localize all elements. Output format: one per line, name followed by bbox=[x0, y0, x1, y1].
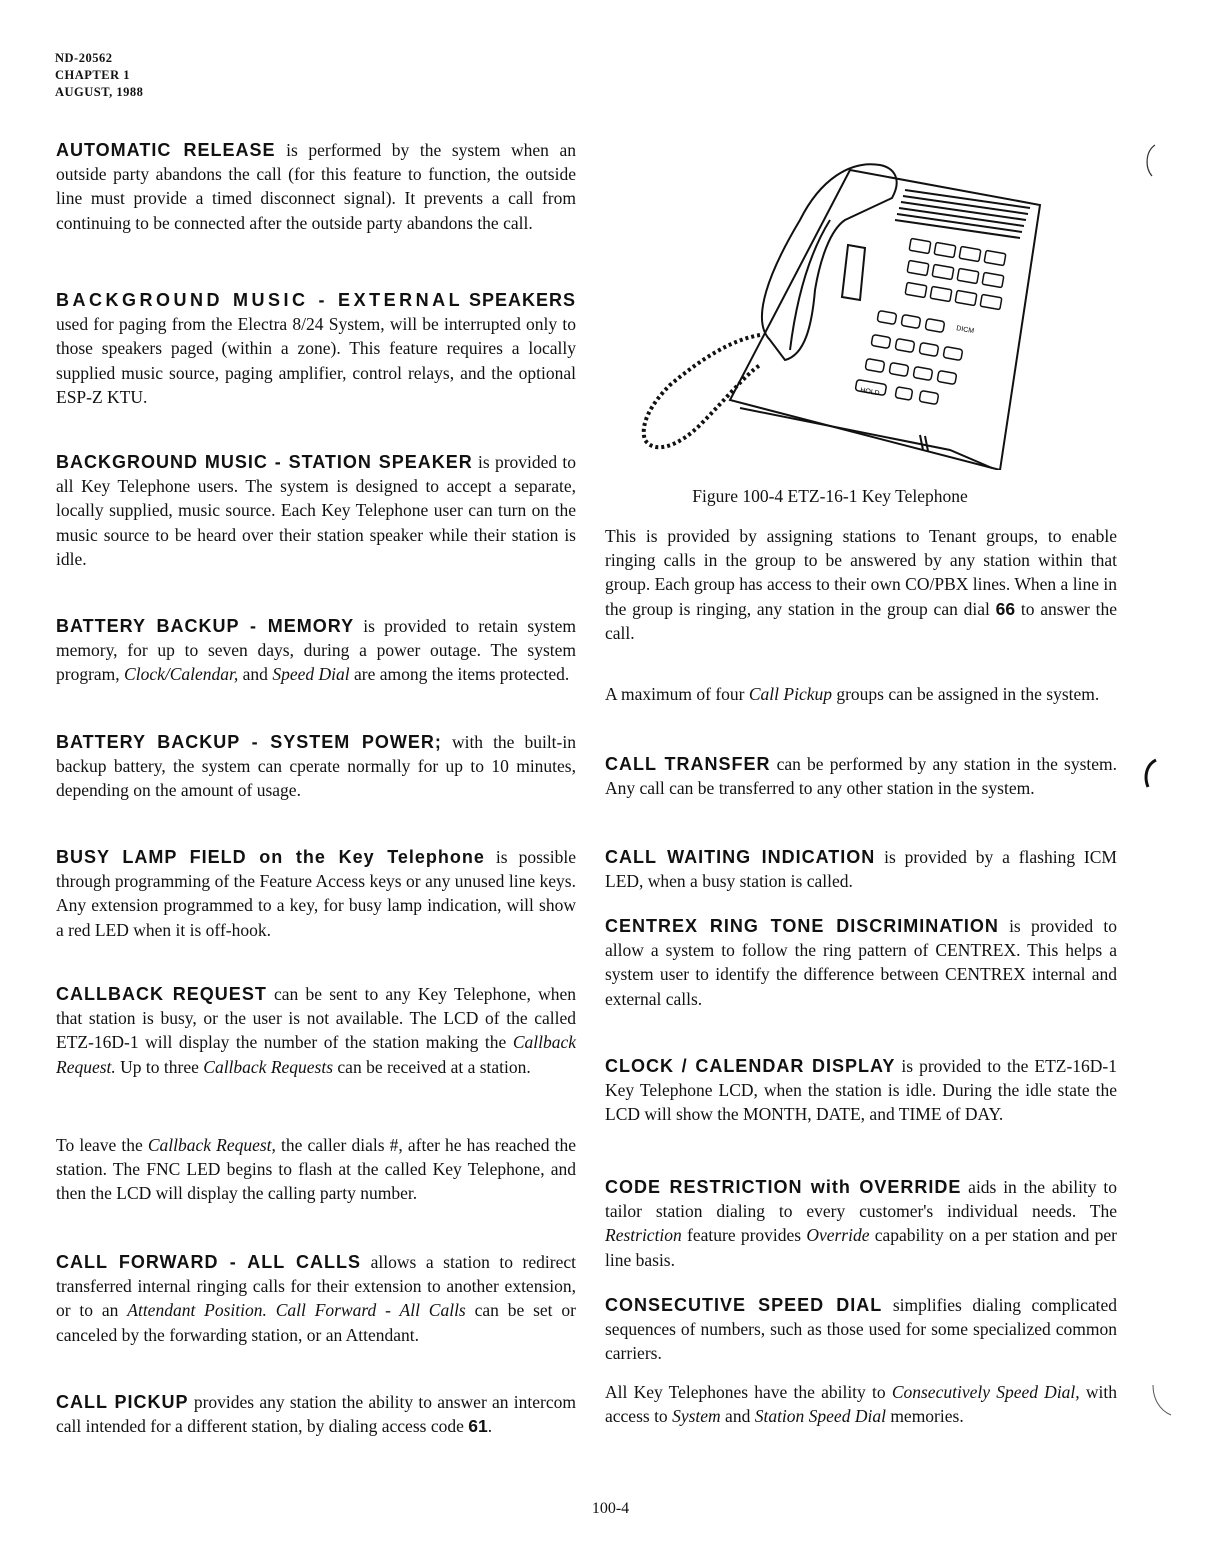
term-call-waiting: CALL WAITING INDICATION bbox=[605, 847, 876, 867]
entry-consecutive-speed-dial: CONSECUTIVE SPEED DIAL simplifies dialing complicated sequences of numbers, such as those used for some specialized common carriers. bbox=[605, 1295, 1117, 1364]
hold-key-label: HOLD bbox=[859, 387, 881, 398]
term-clock-calendar: CLOCK / CALENDAR DISPLAY bbox=[605, 1056, 896, 1076]
entry-tenant-groups: This is provided by assigning stations to Tenant groups, to enable ringing calls in the group to be answered by any station within that group. Each group has access to their own CO/PBX lines. When a line in the group is ringing, any station in the group can dial 66 to answer the call. bbox=[605, 526, 1117, 643]
margin-mark-top bbox=[1140, 140, 1160, 180]
term-call-forward: CALL FORWARD - ALL CALLS bbox=[56, 1252, 362, 1272]
entry-automatic-release: AUTOMATIC RELEASE is performed by the system when an outside party abandons the call (for this feature to function, the outside line must provide a timed disconnect signal). It prevents a call from continuing to be connected after the outside party abandons the call. bbox=[56, 140, 577, 233]
entry-battery-backup-memory: BATTERY BACKUP - MEMORY is provided to retain system memory, for up to seven days, during a power outage. The system program, Clock/Calendar, and Speed Dial are among the items protected. bbox=[56, 616, 576, 685]
keypad bbox=[855, 238, 1006, 404]
term-consecutive-speed-dial: CONSECUTIVE SPEED DIAL bbox=[605, 1295, 883, 1315]
term-background-music-station: BACKGROUND MUSIC - STATION SPEAKER bbox=[56, 452, 473, 472]
term-call-transfer: CALL TRANSFER bbox=[605, 754, 771, 774]
page-number: 100-4 bbox=[591, 1500, 630, 1517]
document-header bbox=[55, 50, 143, 101]
term-battery-backup-memory: BATTERY BACKUP - MEMORY bbox=[56, 616, 355, 636]
term-battery-backup-power: BATTERY BACKUP - SYSTEM POWER; bbox=[56, 732, 442, 752]
margin-mark-bottom bbox=[1145, 1380, 1175, 1420]
term-centrex: CENTREX RING TONE DISCRIMINATION bbox=[605, 916, 999, 936]
term-busy-lamp-field: BUSY LAMP FIELD on the Key Telephone bbox=[56, 847, 485, 867]
entry-background-music-external: BACKGROUND MUSIC - EXTERNAL SPEAKERS used for paging from the Electra 8/24 System, will be interrupted only to those speakers paged (within a zone). This feature requires a locally supplied music source, paging amplifier, control relays, and the optional ESP-Z KTU. bbox=[56, 290, 577, 407]
doc-id: ND-20562 bbox=[55, 51, 113, 65]
term-callback-request: CALLBACK REQUEST bbox=[56, 984, 267, 1004]
coiled-cord bbox=[644, 335, 760, 447]
entry-call-forward: CALL FORWARD - ALL CALLS allows a station to redirect transferred internal ringing calls for their extension to another extension, or to an Attendant Position. Call Forward - All Calls can be set or canceled by the forwarding station, or an Attendant. bbox=[56, 1252, 576, 1345]
term-background-music-external: BACKGROUND MUSIC - EXTERNAL bbox=[56, 290, 464, 310]
entry-battery-backup-power: BATTERY BACKUP - SYSTEM POWER; with the built-in backup battery, the system can cperate normally for up to 10 minutes, depending on the amount of usage. bbox=[56, 732, 576, 801]
key-telephone-illustration bbox=[620, 150, 1060, 470]
term-call-pickup: CALL PICKUP bbox=[56, 1392, 189, 1412]
entry-call-waiting: CALL WAITING INDICATION is provided by a flashing ICM LED, when a busy station is called. bbox=[605, 847, 1117, 892]
entry-call-pickup-max: A maximum of four Call Pickup groups can be assigned in the system. bbox=[605, 684, 1100, 704]
figure-caption: Figure 100-4 ETZ-16-1 Key Telephone bbox=[692, 486, 968, 506]
speaker-grille bbox=[895, 190, 1030, 238]
entry-callback-request: CALLBACK REQUEST can be sent to any Key Telephone, when that station is busy, or the user is not available. The LCD of the called ETZ-16D-1 will display the number of the station making the Callback Request. Up to three Callback Requests can be received at a station. bbox=[56, 984, 577, 1077]
entry-callback-leave: To leave the Callback Request, the caller dials #, after he has reached the station. The FNC LED begins to flash at the called Key Telephone, and then the LCD will display the calling party number. bbox=[56, 1135, 577, 1204]
entry-call-transfer: CALL TRANSFER can be performed by any station in the system. Any call can be transferred to any other station in the system. bbox=[605, 754, 1117, 799]
entry-background-music-station: BACKGROUND MUSIC - STATION SPEAKER is provided to all Key Telephone users. The system is designed to accept a separate, locally supplied, music source. Each Key Telephone user can turn on the music source to be heard over their station speaker while their station is idle. bbox=[56, 452, 576, 569]
date-label: AUGUST, 1988 bbox=[55, 85, 144, 99]
term-automatic-release: AUTOMATIC RELEASE bbox=[56, 140, 276, 160]
entry-centrex: CENTREX RING TONE DISCRIMINATION is provided to allow a system to follow the ring pattern of CENTREX. This helps a system user to identify the difference between CENTREX internal and external calls. bbox=[605, 916, 1117, 1009]
entry-code-restriction: CODE RESTRICTION with OVERRIDE aids in the ability to tailor station dialing to every customer's individual needs. The Restriction feature provides Override capability on a per station and per line basis. bbox=[605, 1177, 1118, 1270]
entry-clock-calendar: CLOCK / CALENDAR DISPLAY is provided to the ETZ-16D-1 Key Telephone LCD, when the station is idle. During the idle state the LCD will show the MONTH, DATE, and TIME of DAY. bbox=[605, 1056, 1118, 1125]
entry-call-pickup: CALL PICKUP provides any station the ability to answer an intercom call intended for a different station, by dialing access code 61. bbox=[56, 1392, 576, 1437]
entry-all-key-telephones: All Key Telephones have the ability to Consecutively Speed Dial, with access to System and Station Speed Dial memories. bbox=[605, 1382, 1117, 1427]
handset bbox=[762, 164, 897, 360]
dicm-key-label: DICM bbox=[955, 325, 975, 336]
chapter-label: CHAPTER 1 bbox=[55, 68, 130, 82]
entry-busy-lamp-field: BUSY LAMP FIELD on the Key Telephone is possible through programming of the Feature Access keys or any unused line keys. Any extension programmed to a key, for busy lamp indication, will show a red LED when it is off-hook. bbox=[56, 847, 576, 940]
term-code-restriction: CODE RESTRICTION with OVERRIDE bbox=[605, 1177, 962, 1197]
margin-mark-middle bbox=[1140, 755, 1160, 795]
